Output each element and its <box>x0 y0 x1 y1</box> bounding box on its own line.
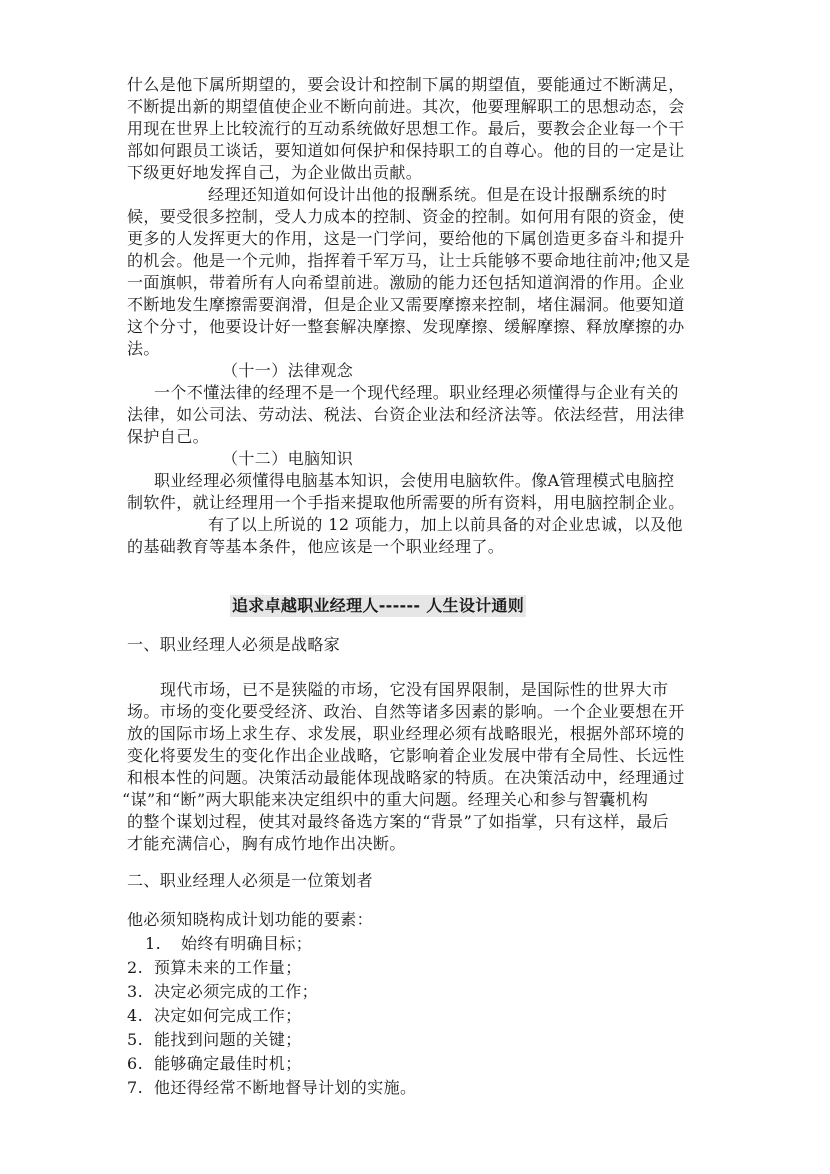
list-number: 2. <box>127 958 144 977</box>
list-item <box>127 1029 302 1051</box>
list-number: 4. <box>127 1006 144 1025</box>
list-intro: 他必须知晓构成计划功能的要素： <box>127 910 374 929</box>
text-line: 才能充满信心，胸有成竹地作出决断。 <box>127 834 406 853</box>
heading-computer: （十二）电脑知识 <box>222 449 354 468</box>
text-line: 一个不懂法律的经理不是一个现代经理。职业经理必须懂得与企业有关的 <box>154 383 679 402</box>
text-line: 下级更好地发挥自己，为企业做出贡献。 <box>127 163 423 182</box>
list-text: 他还得经常不断地督导计划的实施。 <box>154 1078 417 1097</box>
text-line: 场。市场的变化要受经济、政治、自然等诸多因素的影响。一个企业要想在开 <box>127 702 685 721</box>
heading-law: （十一）法律观念 <box>222 361 354 380</box>
text-line: 制软件，就让经理用一个手指来提取他所需要的所有资料，用电脑控制企业。 <box>127 493 685 512</box>
text-line: “谋”和“断”两大职能来决定组织中的重大问题。经理关心和参与智囊机构 <box>122 790 649 809</box>
text-line: 更多的人发挥更大的作用，这是一门学问，要给他的下属创造更多奋斗和提升 <box>127 229 685 248</box>
text-line: 不断提出新的期望值使企业不断向前进。其次，他要理解职工的思想动态，会 <box>127 97 685 116</box>
text-line: 变化将要发生的变化作出企业战略，它影响着企业发展中带有全局性、长远性 <box>127 746 685 765</box>
list-text: 能够确定最佳时机； <box>154 1054 302 1073</box>
text-line: 保护自己。 <box>127 427 210 446</box>
text-line: 候，要受很多控制，受人力成本的控制、资金的控制。如何用有限的资金，使 <box>127 207 685 226</box>
section-title: 追求卓越职业经理人------ 人生设计通则 <box>232 596 525 615</box>
list-number: 5. <box>127 1030 144 1049</box>
list-item <box>145 933 312 955</box>
text-line: 有了以上所说的 12 项能力，加上以前具备的对企业忠诚，以及他 <box>208 515 683 534</box>
text-line: 部如何跟员工谈话，要知道如何保护和保持职工的自尊心。他的目的一定是让 <box>127 141 685 160</box>
list-number: 6. <box>127 1054 144 1073</box>
list-item <box>127 957 302 979</box>
text-line: 用现在世界上比较流行的互动系统做好思想工作。最后，要教会企业每一个干 <box>127 119 685 138</box>
text-line: 经理还知道如何设计出他的报酬系统。但是在设计报酬系统的时 <box>208 185 668 204</box>
text-line: 放的国际市场上求生存、求发展，职业经理必须有战略眼光，根据外部环境的 <box>127 724 685 743</box>
text-line: 什么是他下属所期望的，要会设计和控制下属的期望值，要能通过不断满足， <box>127 75 685 94</box>
list-item <box>127 1005 302 1027</box>
list-text: 决定如何完成工作； <box>154 1006 302 1025</box>
list-item <box>127 1077 416 1099</box>
text-line: 法。 <box>127 339 160 358</box>
list-number: 1. <box>145 934 162 953</box>
section-heading-strategist: 一、职业经理人必须是战略家 <box>127 635 341 654</box>
text-line: 现代市场，已不是狭隘的市场，它没有国界限制，是国际性的世界大市 <box>160 680 669 699</box>
list-text: 预算未来的工作量； <box>154 958 302 977</box>
list-number: 7. <box>127 1078 144 1097</box>
list-item <box>127 1053 302 1075</box>
text-line: 法律，如公司法、劳动法、税法、台资企业法和经济法等。依法经营，用法律 <box>127 405 685 424</box>
list-number: 3. <box>127 982 144 1001</box>
text-line: 的整个谋划过程，使其对最终备选方案的“背景”了如指掌，只有这样，最后 <box>127 812 669 831</box>
text-line: 和根本性的问题。决策活动最能体现战略家的特质。在决策活动中，经理通过 <box>127 768 685 787</box>
section-heading-planner: 二、职业经理人必须是一位策划者 <box>127 871 374 890</box>
text-line: 的基础教育等基本条件，他应该是一个职业经理了。 <box>127 537 505 556</box>
list-item <box>127 981 318 1003</box>
list-text: 能找到问题的关键； <box>154 1030 302 1049</box>
list-text: 决定必须完成的工作； <box>154 982 319 1001</box>
text-line: 这个分寸，他要设计好一整套解决摩擦、发现摩擦、缓解摩擦、释放摩擦的办 <box>127 317 685 336</box>
text-line: 不断地发生摩擦需要润滑，但是企业又需要摩擦来控制，堵住漏洞。他要知道 <box>127 295 685 314</box>
list-text: 始终有明确目标； <box>181 934 313 953</box>
text-line: 的机会。他是一个元帅，指挥着千军万马，让士兵能够不要命地往前冲;他又是 <box>127 251 691 270</box>
text-line: 一面旗帜，带着所有人向希望前进。激励的能力还包括知道润滑的作用。企业 <box>127 273 685 292</box>
text-line: 职业经理必须懂得电脑基本知识，会使用电脑软件。像A管理模式电脑控 <box>154 471 675 490</box>
